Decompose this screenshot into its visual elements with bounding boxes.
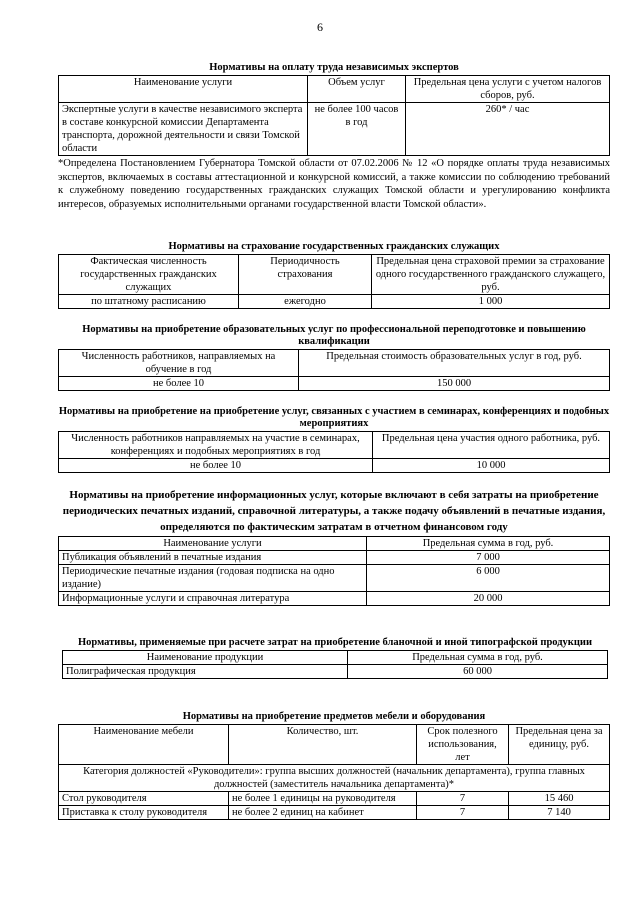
column-header: Предельная цена за единицу, руб. — [509, 725, 610, 765]
furniture-table — [58, 724, 610, 820]
table-cell: не более 2 единиц на кабинет — [229, 806, 417, 820]
table-cell: ежегодно — [239, 295, 372, 309]
column-header: Численность работников, направляемых на обучение в год — [59, 350, 299, 377]
table-row — [59, 792, 610, 806]
section-title: Нормативы на приобретение образовательных услуг по профессиональной переподготовке и повышению квалификации — [82, 324, 586, 347]
table-row — [59, 565, 610, 592]
table-header-row — [59, 725, 610, 765]
table-row — [59, 459, 610, 473]
table-cell: по штатному расписанию — [59, 295, 239, 309]
column-header: Предельная цена участия одного работника, руб. — [373, 432, 610, 459]
table-cell: 10 000 — [373, 459, 610, 473]
table-header-row — [59, 537, 610, 551]
table-cell: 6 000 — [367, 565, 610, 592]
table-cell: 7 — [417, 806, 509, 820]
column-header: Количество, шт. — [229, 725, 417, 765]
table-cell: Приставка к столу руководителя — [59, 806, 229, 820]
table-cell: 150 000 — [299, 377, 610, 391]
table-row — [59, 806, 610, 820]
table-cell: не более 10 — [59, 459, 373, 473]
table-cell: 60 000 — [348, 665, 608, 679]
column-header: Численность работников направляемых на участие в семинарах, конференциях и подобных мероприятиях в год — [59, 432, 373, 459]
table-cell: Стол руководителя — [59, 792, 229, 806]
column-header: Периодичность страхования — [239, 255, 372, 295]
table-header-row — [59, 76, 610, 103]
table-cell: Полиграфическая продукция — [63, 665, 348, 679]
printing-table — [62, 650, 608, 679]
column-header: Наименование услуги — [59, 537, 367, 551]
column-header: Предельная сумма в год, руб. — [348, 651, 608, 665]
table-cell: 15 460 — [509, 792, 610, 806]
table-cell: не более 100 часов в год — [308, 103, 406, 156]
section-expert-fees — [58, 62, 610, 211]
table-row — [63, 665, 608, 679]
table-row — [59, 551, 610, 565]
section-title: Нормативы на приобретение информационных услуг, которые включают в себя затраты на приобретение периодических печатных изданий, справочной литературы, а также подачу объявлений в печатные издания, определяются по фактическим затратам в отчетном финансовом году — [62, 489, 606, 533]
table-cell: не более 1 единицы на руководителя — [229, 792, 417, 806]
column-header: Предельная цена страховой премии за страхование одного государственного гражданского служащего, руб. — [372, 255, 610, 295]
footnote: *Определена Постановлением Губернатора Томской области от 07.02.2006 № 12 «О порядке оплаты труда независимых экспертов, включаемых в составы аттестационной и конкурсной комиссий, а также комиссии по соблюдению требований к служебному поведению государственных гражданских служащих Томской области и урегулированию конфликта интересов, образуемых исполнительными органами государственной власти Томской области». — [58, 158, 610, 210]
column-header: Предельная сумма в год, руб. — [367, 537, 610, 551]
insurance-table — [58, 254, 610, 309]
table-row — [59, 295, 610, 309]
section-information-services — [58, 487, 610, 606]
section-title: Нормативы, применяемые при расчете затрат на приобретение бланочной и иной типографской продукции — [77, 637, 593, 648]
section-insurance — [58, 241, 610, 309]
seminars-table — [58, 431, 610, 473]
table-cell: 260* / час — [406, 103, 610, 156]
table-cell: 7 140 — [509, 806, 610, 820]
column-header: Фактическая численность государственных гражданских служащих — [59, 255, 239, 295]
column-header: Наименование услуги — [59, 76, 308, 103]
table-row — [59, 377, 610, 391]
category-cell: Категория должностей «Руководители»: группа высших должностей (начальник департамента), группа главных должностей (заместитель начальника департамента)* — [59, 765, 610, 792]
table-header-row — [59, 432, 610, 459]
column-header: Наименование продукции — [63, 651, 348, 665]
section-furniture — [58, 711, 610, 820]
column-header: Наименование мебели — [59, 725, 229, 765]
table-header-row — [59, 255, 610, 295]
column-header: Предельная цена услуги с учетом налогов сборов, руб. — [406, 76, 610, 103]
education-table — [58, 349, 610, 391]
information-services-table — [58, 536, 610, 606]
table-cell: Информационные услуги и справочная литература — [59, 592, 367, 606]
table-header-row — [59, 350, 610, 377]
section-seminars — [58, 406, 610, 473]
table-header-row — [63, 651, 608, 665]
table-cell: 7 — [417, 792, 509, 806]
expert-fees-table — [58, 75, 610, 156]
table-cell: 1 000 — [372, 295, 610, 309]
table-cell: Экспертные услуги в качестве независимого эксперта в составе конкурсной комиссии Департамента транспорта, дорожной деятельности и связи Томской области — [59, 103, 308, 156]
section-title: Нормативы на приобретение предметов мебели и оборудования — [182, 711, 486, 722]
section-education — [58, 324, 610, 391]
category-row — [59, 765, 610, 792]
table-cell: Публикация объявлений в печатные издания — [59, 551, 367, 565]
page-number: 6 — [317, 20, 323, 34]
column-header: Срок полезного использования, лет — [417, 725, 509, 765]
column-header: Объем услуг — [308, 76, 406, 103]
section-title: Нормативы на приобретение на приобретение услуг, связанных с участием в семинарах, конференциях и подобных мероприятиях — [58, 406, 610, 429]
table-row — [59, 103, 610, 156]
table-cell: 20 000 — [367, 592, 610, 606]
section-title: Нормативы на страхование государственных гражданских служащих — [168, 241, 500, 252]
table-row — [59, 592, 610, 606]
table-cell: Периодические печатные издания (годовая подписка на одно издание) — [59, 565, 367, 592]
column-header: Предельная стоимость образовательных услуг в год, руб. — [299, 350, 610, 377]
section-printing — [62, 637, 608, 679]
table-cell: не более 10 — [59, 377, 299, 391]
section-title: Нормативы на оплату труда независимых экспертов — [209, 62, 459, 73]
table-cell: 7 000 — [367, 551, 610, 565]
